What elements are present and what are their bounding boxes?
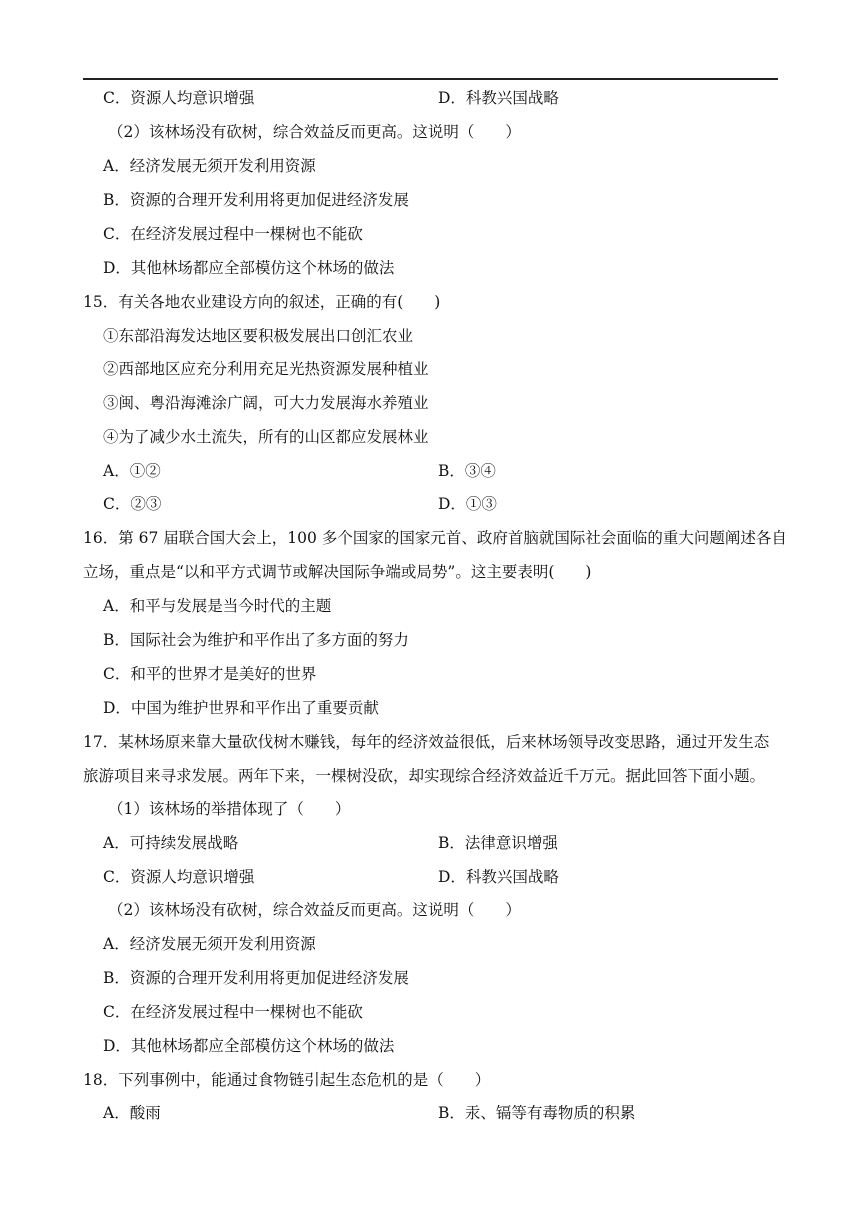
statement-1: ①东部沿海发达地区要积极发展出口创汇农业 bbox=[103, 327, 414, 345]
statement-4: ④为了减少水土流失，所有的山区都应发展林业 bbox=[103, 428, 429, 446]
option-b: B．国际社会为维护和平作出了多方面的努力 bbox=[103, 631, 409, 649]
option-d: D．科教兴国战略 bbox=[438, 89, 559, 107]
option-a: A．经济发展无须开发利用资源 bbox=[103, 935, 316, 953]
statement-3: ③闽、粤沿海滩涂广阔，可大力发展海水养殖业 bbox=[103, 394, 429, 412]
option-c: C．②③ bbox=[103, 495, 162, 513]
option-b: B．资源的合理开发利用将更加促进经济发展 bbox=[103, 191, 409, 209]
option-c: C．资源人均意识增强 bbox=[103, 868, 255, 886]
option-a: A．和平与发展是当今时代的主题 bbox=[103, 597, 332, 615]
sub-question-stem: （2）该林场没有砍树，综合效益反而更高。这说明（ ） bbox=[108, 123, 521, 141]
option-c: C．在经济发展过程中一棵树也不能砍 bbox=[103, 225, 363, 243]
option-a: A．酸雨 bbox=[103, 1104, 161, 1122]
question-15-stem: 15．有关各地农业建设方向的叙述，正确的有( ) bbox=[83, 293, 441, 311]
option-d: D．其他林场都应全部模仿这个林场的做法 bbox=[103, 259, 395, 277]
question-18-stem: 18．下列事例中，能通过食物链引起生态危机的是（ ） bbox=[83, 1071, 491, 1089]
question-17-stem-line2: 旅游项目来寻求发展。两年下来，一棵树没砍，却实现综合经济效益近千万元。据此回答下面小题。 bbox=[83, 767, 766, 785]
sub-question-1-stem: （1）该林场的举措体现了（ ） bbox=[108, 800, 351, 818]
sub-question-2-stem: （2）该林场没有砍树，综合效益反而更高。这说明（ ） bbox=[108, 901, 521, 919]
question-16-stem-line2: 立场，重点是“以和平方式调节或解决国际争端或局势”。这主要表明( ) bbox=[83, 563, 592, 581]
option-d: D．①③ bbox=[438, 495, 497, 513]
option-c: C．资源人均意识增强 bbox=[103, 89, 255, 107]
option-b: B．③④ bbox=[438, 462, 496, 480]
option-b: B．法律意识增强 bbox=[438, 834, 558, 852]
option-c: C．和平的世界才是美好的世界 bbox=[103, 665, 317, 683]
header-rule bbox=[83, 78, 778, 80]
option-d: D．中国为维护世界和平作出了重要贡献 bbox=[103, 699, 379, 717]
statement-2: ②西部地区应充分利用充足光热资源发展种植业 bbox=[103, 360, 429, 378]
option-a: A．可持续发展战略 bbox=[103, 834, 239, 852]
option-b: B．汞、镉等有毒物质的积累 bbox=[438, 1104, 636, 1122]
option-d: D．其他林场都应全部模仿这个林场的做法 bbox=[103, 1037, 395, 1055]
option-a: A．①② bbox=[103, 462, 161, 480]
option-a: A．经济发展无须开发利用资源 bbox=[103, 157, 316, 175]
option-b: B．资源的合理开发利用将更加促进经济发展 bbox=[103, 969, 409, 987]
option-d: D．科教兴国战略 bbox=[438, 868, 559, 886]
option-c: C．在经济发展过程中一棵树也不能砍 bbox=[103, 1003, 363, 1021]
question-16-stem-line1: 16．第 67 届联合国大会上，100 多个国家的国家元首、政府首脑就国际社会面临的重大问题阐述各自 bbox=[83, 529, 787, 547]
question-17-stem-line1: 17．某林场原来靠大量砍伐树木赚钱，每年的经济效益很低，后来林场领导改变思路，通过开发生态 bbox=[83, 733, 770, 751]
